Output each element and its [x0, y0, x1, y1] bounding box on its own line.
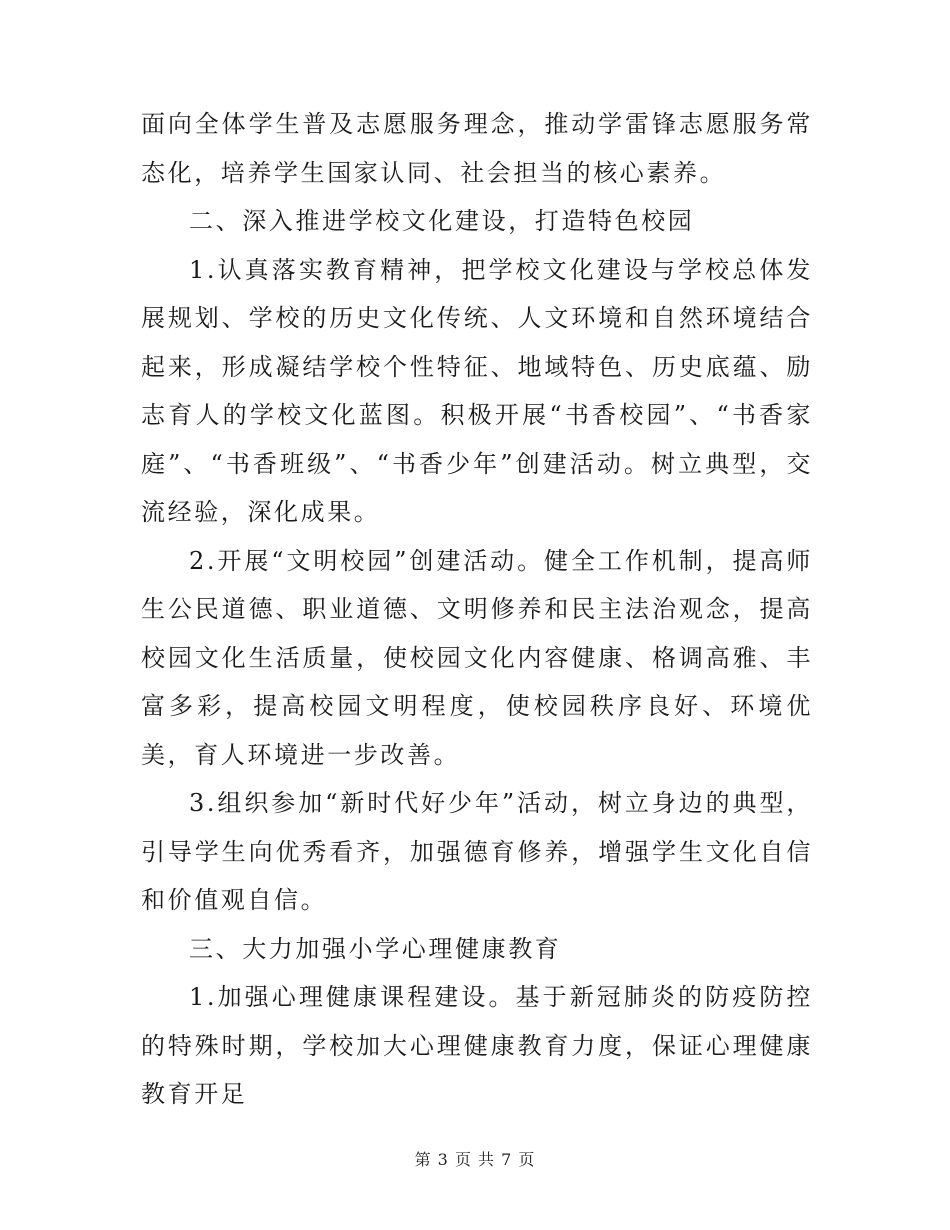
paragraph-item-2-3: 3.组织参加“新时代好少年”活动，树立身边的典型，引导学生向优秀看齐，加强德育修养，增强学生文化自信和价值观自信。: [141, 789, 813, 914]
paragraph-continuation: 面向全体学生普及志愿服务理念，推动学雷锋志愿服务常态化，培养学生国家认同、社会担当的核心素养。: [141, 110, 813, 187]
section-heading-2: 二、深入推进学校文化建设，打造特色校园: [189, 207, 695, 235]
paragraph-item-2-2: 2.开展“文明校园”创建活动。健全工作机制，提高师生公民道德、职业道德、文明修养和民主法治观念，提高校园文化生活质量，使校园文化内容健康、格调高雅、丰富多彩，提高校园文明程度，使校园秩序良好、环境优美，育人环境进一步改善。: [141, 546, 813, 769]
page-number-footer: 第 3 页 共 7 页: [414, 1150, 536, 1169]
paragraph-item-3-1: 1.加强心理健康课程建设。基于新冠肺炎的防疫防控的特殊时期，学校加大心理健康教育力度，保证心理健康教育开足: [141, 983, 813, 1108]
document-body: [141, 100, 813, 1119]
paragraph-item-2-1: 1.认真落实教育精神，把学校文化建设与学校总体发展规划、学校的历史文化传统、人文环境和自然环境结合起来，形成凝结学校个性特征、地域特色、历史底蕴、励志育人的学校文化蓝图。积极开展“书香校园”、“书香家庭”、“书香班级”、“书香少年”创建活动。树立典型，交流经验，深化成果。: [141, 255, 813, 526]
section-heading-3: 三、大力加强小学心理健康教育: [189, 934, 562, 963]
